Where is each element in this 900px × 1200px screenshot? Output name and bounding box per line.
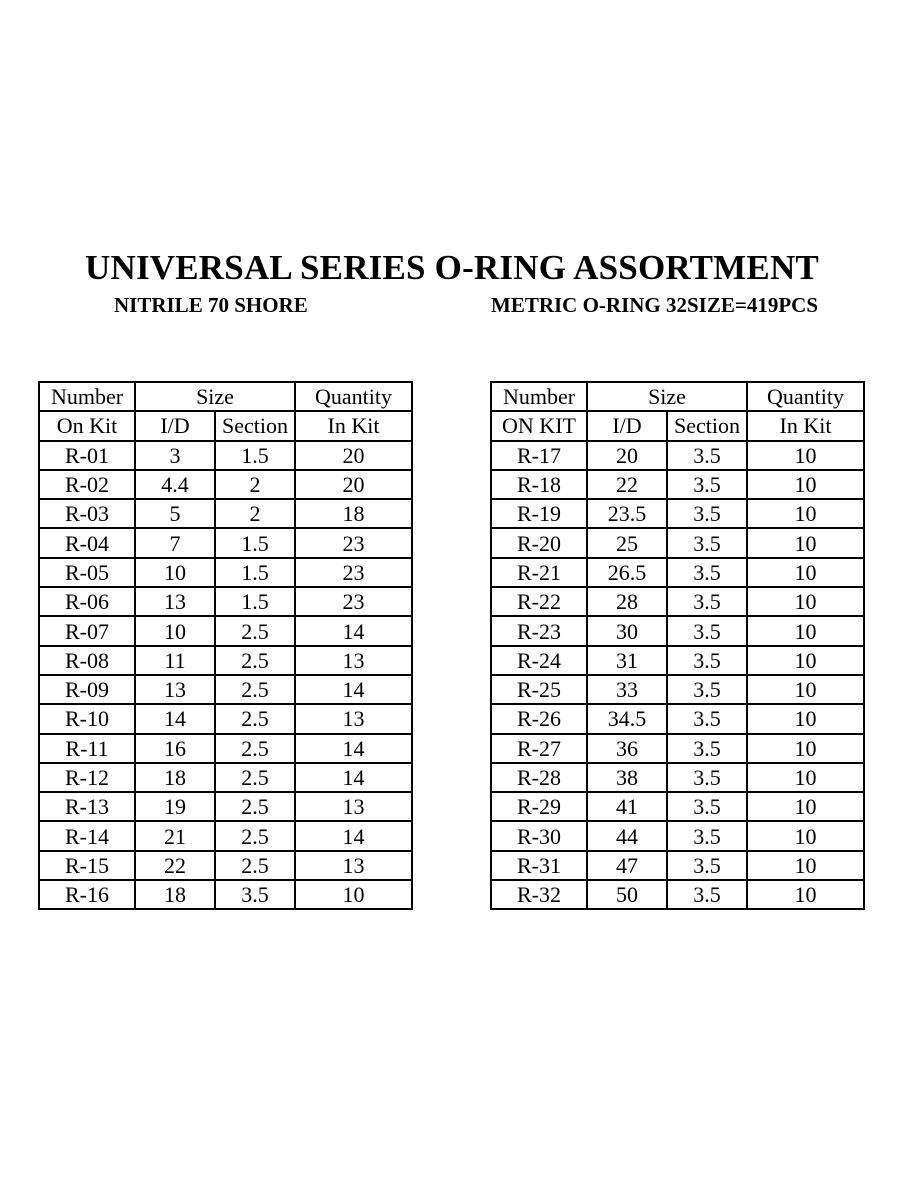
cell-id: 13 [135,587,215,616]
cell-quantity: 10 [747,821,864,850]
cell-quantity: 13 [295,646,412,675]
cell-quantity: 20 [295,470,412,499]
header-in-kit: In Kit [295,411,412,440]
cell-quantity: 13 [295,851,412,880]
cell-number: R-05 [39,558,135,587]
cell-quantity: 13 [295,704,412,733]
cell-section: 3.5 [667,528,747,557]
cell-quantity: 10 [747,704,864,733]
cell-number: R-19 [491,499,587,528]
cell-id: 25 [587,528,667,557]
cell-section: 3.5 [667,704,747,733]
cell-quantity: 10 [747,734,864,763]
cell-quantity: 10 [747,792,864,821]
table-row [39,734,412,763]
cell-number: R-02 [39,470,135,499]
cell-section: 3.5 [215,880,295,909]
table-row [491,880,864,909]
cell-section: 3.5 [667,470,747,499]
cell-number: R-07 [39,616,135,645]
cell-id: 19 [135,792,215,821]
cell-id: 30 [587,616,667,645]
cell-quantity: 10 [747,675,864,704]
table-row [491,499,864,528]
cell-number: R-24 [491,646,587,675]
cell-id: 10 [135,558,215,587]
cell-id: 41 [587,792,667,821]
cell-section: 3.5 [667,646,747,675]
cell-quantity: 10 [747,587,864,616]
table-row [39,851,412,880]
header-size: Size [587,382,747,411]
cell-quantity: 10 [747,558,864,587]
cell-section: 3.5 [667,616,747,645]
cell-quantity: 20 [295,441,412,470]
table-row [491,792,864,821]
table-row [39,587,412,616]
cell-id: 33 [587,675,667,704]
cell-id: 13 [135,675,215,704]
cell-quantity: 10 [295,880,412,909]
cell-section: 2.5 [215,734,295,763]
cell-section: 2.5 [215,763,295,792]
cell-section: 3.5 [667,675,747,704]
cell-section: 2.5 [215,675,295,704]
table-row [491,616,864,645]
table-row [39,821,412,850]
table-row [39,792,412,821]
cell-id: 26.5 [587,558,667,587]
table-row [39,763,412,792]
cell-section: 1.5 [215,441,295,470]
cell-id: 36 [587,734,667,763]
cell-section: 3.5 [667,499,747,528]
cell-number: R-14 [39,821,135,850]
cell-section: 3.5 [667,763,747,792]
cell-number: R-11 [39,734,135,763]
cell-number: R-17 [491,441,587,470]
cell-section: 2.5 [215,851,295,880]
cell-id: 47 [587,851,667,880]
cell-quantity: 14 [295,675,412,704]
cell-number: R-09 [39,675,135,704]
cell-quantity: 14 [295,763,412,792]
cell-section: 3.5 [667,734,747,763]
cell-number: R-28 [491,763,587,792]
table-row [39,528,412,557]
cell-id: 16 [135,734,215,763]
cell-section: 1.5 [215,528,295,557]
cell-number: R-08 [39,646,135,675]
cell-section: 2.5 [215,646,295,675]
cell-section: 2.5 [215,616,295,645]
table-row [39,470,412,499]
cell-id: 3 [135,441,215,470]
cell-quantity: 23 [295,558,412,587]
table-header-row [39,382,412,411]
cell-id: 4.4 [135,470,215,499]
cell-number: R-12 [39,763,135,792]
cell-id: 22 [135,851,215,880]
oring-table-right [490,381,865,910]
table-row [491,528,864,557]
table-row [39,880,412,909]
cell-section: 3.5 [667,587,747,616]
table-row [491,646,864,675]
table-row [39,646,412,675]
cell-id: 10 [135,616,215,645]
cell-number: R-04 [39,528,135,557]
table-subheader-row [491,411,864,440]
cell-id: 18 [135,880,215,909]
header-id: I/D [135,411,215,440]
oring-table-left [38,381,413,910]
table-row [491,675,864,704]
cell-number: R-13 [39,792,135,821]
header-id: I/D [587,411,667,440]
cell-number: R-21 [491,558,587,587]
cell-quantity: 10 [747,441,864,470]
cell-id: 50 [587,880,667,909]
cell-number: R-22 [491,587,587,616]
table-row [39,616,412,645]
table-row [39,441,412,470]
cell-id: 23.5 [587,499,667,528]
cell-quantity: 18 [295,499,412,528]
cell-id: 38 [587,763,667,792]
table-row [491,441,864,470]
cell-number: R-25 [491,675,587,704]
header-on-kit: On Kit [39,411,135,440]
table-row [39,704,412,733]
table-body-left [39,382,412,909]
assortment-subtitle: METRIC O-RING 32SIZE=419PCS [491,293,819,317]
cell-number: R-26 [491,704,587,733]
cell-quantity: 10 [747,470,864,499]
header-number: Number [491,382,587,411]
cell-quantity: 14 [295,734,412,763]
cell-section: 2 [215,499,295,528]
header-on-kit: ON KIT [491,411,587,440]
cell-number: R-01 [39,441,135,470]
table-row [39,675,412,704]
cell-number: R-18 [491,470,587,499]
cell-section: 3.5 [667,821,747,850]
cell-quantity: 10 [747,528,864,557]
table-row [491,851,864,880]
cell-id: 18 [135,763,215,792]
table-row [491,821,864,850]
cell-section: 2.5 [215,704,295,733]
cell-number: R-10 [39,704,135,733]
table-row [491,704,864,733]
cell-section: 2.5 [215,821,295,850]
cell-quantity: 23 [295,528,412,557]
cell-number: R-29 [491,792,587,821]
cell-id: 20 [587,441,667,470]
cell-section: 2.5 [215,792,295,821]
cell-number: R-20 [491,528,587,557]
cell-id: 7 [135,528,215,557]
cell-quantity: 10 [747,499,864,528]
table-row [491,558,864,587]
header-in-kit: In Kit [747,411,864,440]
cell-id: 14 [135,704,215,733]
cell-number: R-06 [39,587,135,616]
cell-number: R-16 [39,880,135,909]
cell-quantity: 13 [295,792,412,821]
cell-section: 2 [215,470,295,499]
cell-number: R-31 [491,851,587,880]
cell-id: 21 [135,821,215,850]
cell-id: 28 [587,587,667,616]
table-row [491,587,864,616]
cell-number: R-32 [491,880,587,909]
table-body-right [491,382,864,909]
cell-section: 1.5 [215,587,295,616]
cell-id: 31 [587,646,667,675]
cell-section: 3.5 [667,851,747,880]
table-row [491,763,864,792]
header-number: Number [39,382,135,411]
cell-quantity: 10 [747,880,864,909]
cell-quantity: 14 [295,616,412,645]
header-section: Section [215,411,295,440]
table-row [39,499,412,528]
cell-number: R-27 [491,734,587,763]
cell-section: 3.5 [667,558,747,587]
header-section: Section [667,411,747,440]
header-size: Size [135,382,295,411]
cell-id: 34.5 [587,704,667,733]
cell-quantity: 14 [295,821,412,850]
cell-id: 11 [135,646,215,675]
cell-id: 44 [587,821,667,850]
cell-section: 3.5 [667,880,747,909]
cell-number: R-23 [491,616,587,645]
table-header-row [491,382,864,411]
cell-number: R-15 [39,851,135,880]
table-subheader-row [39,411,412,440]
cell-quantity: 10 [747,646,864,675]
header-quantity: Quantity [747,382,864,411]
cell-section: 3.5 [667,441,747,470]
table-row [491,470,864,499]
cell-quantity: 10 [747,851,864,880]
cell-number: R-03 [39,499,135,528]
cell-quantity: 10 [747,763,864,792]
cell-section: 3.5 [667,792,747,821]
document-title: UNIVERSAL SERIES O-RING ASSORTMENT [85,248,819,287]
cell-quantity: 23 [295,587,412,616]
cell-id: 22 [587,470,667,499]
table-row [491,734,864,763]
cell-section: 1.5 [215,558,295,587]
header-quantity: Quantity [295,382,412,411]
cell-number: R-30 [491,821,587,850]
material-subtitle: NITRILE 70 SHORE [114,293,308,317]
cell-id: 5 [135,499,215,528]
table-row [39,558,412,587]
cell-quantity: 10 [747,616,864,645]
